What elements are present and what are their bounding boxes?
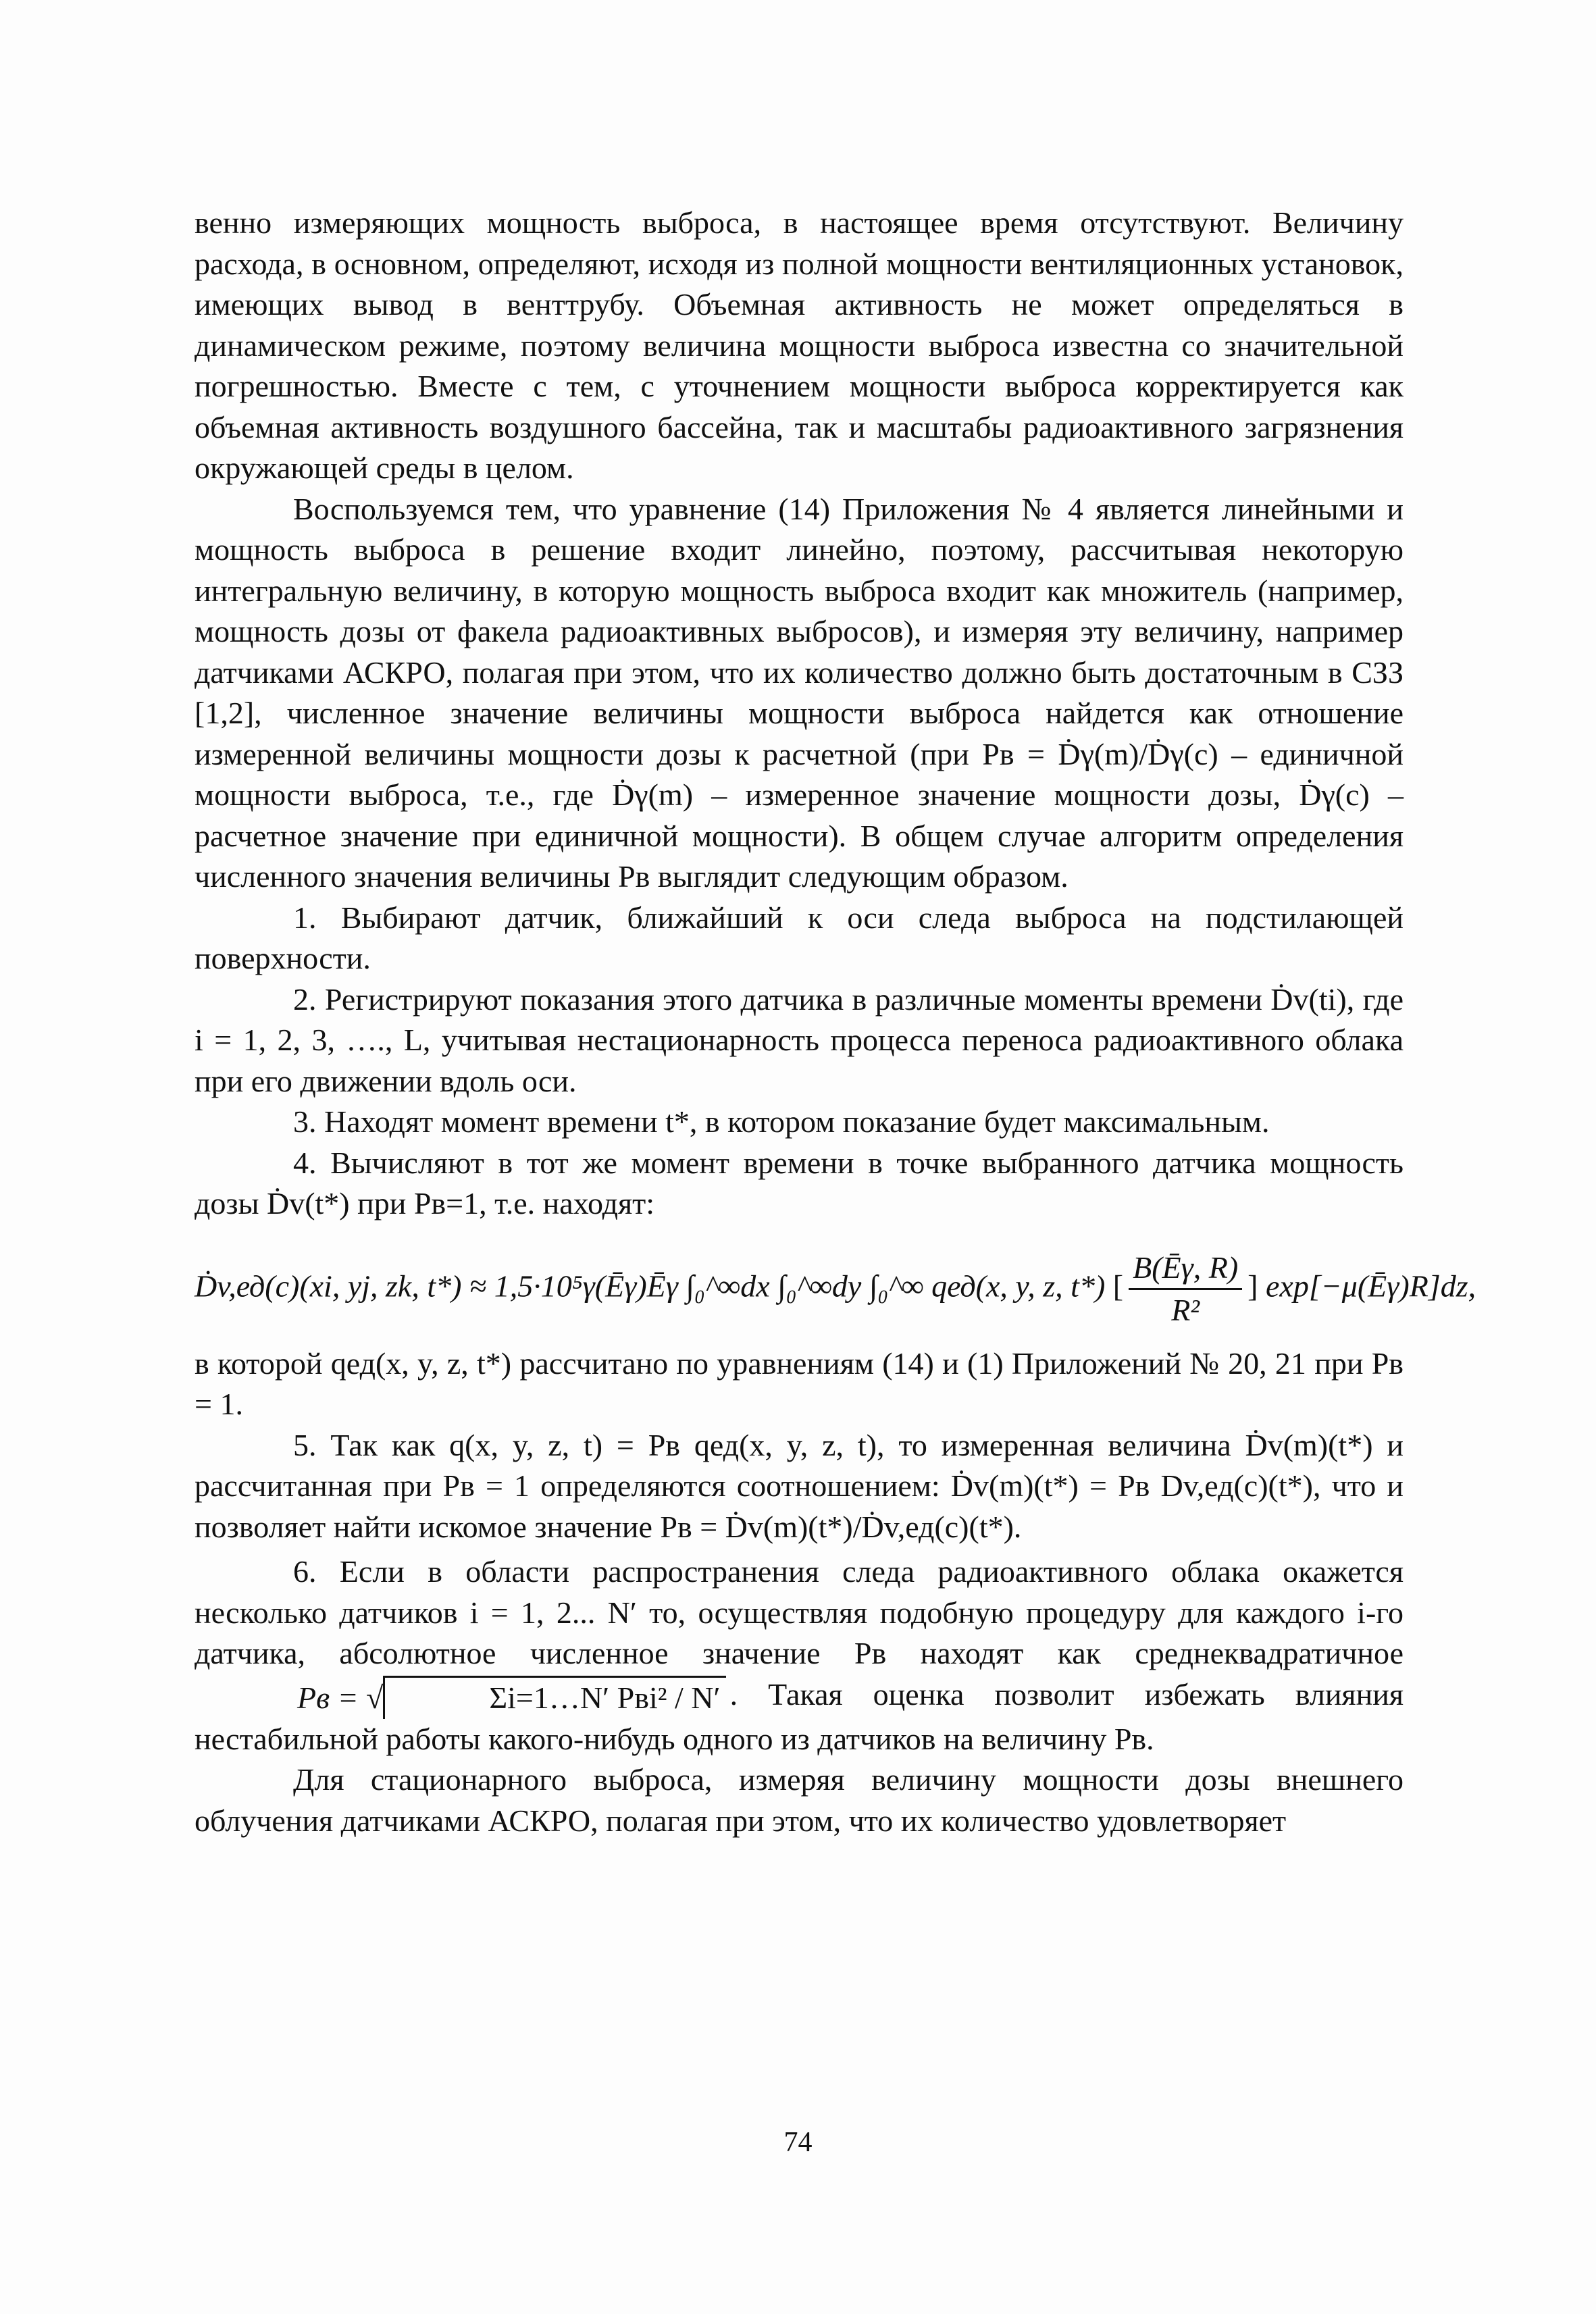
formula-lhs: Ḋv,ед(c)(xi, yj, zk, t*) ≈ 1,5·10⁵γ(Ēγ)Ēγ [195, 1268, 678, 1304]
formula-denominator: R² [1171, 1293, 1200, 1327]
list-item-5: 5. Так как q(x, y, z, t) = Pв qед(x, y, z, t), то измеренная величина Ḋv(m)(t*) и рассчитанная при Pв = 1 определяются соотношением: Ḋv(m)(t*) = Pв Dv,ед(c)(t*), что и позволяет найти искомое значение Pв = Ḋv(m)(t*)/Ḋv,ед(c)(t*). [195, 1427, 1404, 1544]
formula-explanation: в которой qед(x, y, z, t*) рассчитано по уравнениям (14) и (1) Приложений № 20, 21 при Pв = 1. [195, 1345, 1404, 1421]
list-item-6 [195, 1551, 1404, 1759]
page-number: 74 [783, 2127, 813, 2158]
list-item-4: 4. Вычисляют в тот же момент времени в точке выбранного датчика мощность дозы Ḋv(t*) при Pв=1, т.е. находят: [195, 1145, 1404, 1220]
paragraph-stationary: Для стационарного выброса, измеряя величину мощности дозы внешнего облучения датчиками АСКРО, полагая при этом, что их количество удовлетворяет [195, 1762, 1404, 1838]
paragraph-1: венно измеряющих мощность выброса, в настоящее время отсутствуют. Величину расхода, в основном, определяют, исходя из полной мощности вентиляционных установок, имеющих вывод в венттрубу. Объемная активность не может определяться в динамическом режиме, поэтому величина мощности выброса известна со значительной погрешностью. Вместе с тем, с уточнением мощности выброса корректируется как объемная активность воздушного бассейна, так и масштабы радиоактивного загрязнения окружающей среды в целом. [195, 205, 1404, 485]
rms-formula: Pв = √ Σi=1…N′ Pвi² / N′ [195, 1676, 730, 1719]
formula-numerator: B(Ēγ, R) [1129, 1248, 1242, 1291]
formula-fraction [1129, 1248, 1242, 1331]
formula-rhs: exp[−μ(Ēγ)R]dz, [1266, 1268, 1476, 1304]
list-item-2: 2. Регистрируют показания этого датчика в различные моменты времени Ḋv(ti), где i = 1, 2, 3, …., L, учитывая нестационарность процесса переноса радиоактивного облака при его движении вдоль оси. [195, 981, 1404, 1098]
rms-lhs: Pв = [297, 1680, 359, 1716]
rms-radicand: Σi=1…N′ Pвi² / N′ [383, 1676, 725, 1719]
paragraph-2: Воспользуемся тем, что уравнение (14) Приложения № 4 является линейными и мощность выброса в решение входит линейно, поэтому, рассчитывая некоторую интегральную величину, в которую мощность выброса входит как множитель (например, мощность дозы от факела радиоактивных выбросов), и измеряя эту величину, например датчиками АСКРО, полагая при этом, что их количество должно быть достаточным в СЗЗ [1,2], численное значение величины мощности выброса найдется как отношение измеренной величины мощности дозы к расчетной (при Pв = Ḋγ(m)/Ḋγ(c) – единичной мощности выброса, т.е., где Ḋγ(m) – измеренное значение мощности дозы, Ḋγ(c) – расчетное значение при единичной мощности). В общем случае алгоритм определения численного значения величины Pв выглядит следующим образом. [195, 491, 1404, 894]
dose-rate-formula: Ḋv,ед(c)(xi, yj, zk, t*) ≈ 1,5·10⁵γ(Ēγ)Ēγ ∫₀^∞dx ∫₀^∞dy ∫₀^∞ qед(x, y, z, t*) [ $\frac{B(Ē\gamma, R)}{\text{R²}}$ ] exp[−μ(Ēγ)R]dz, [195, 1248, 1404, 1331]
list-item-3: 3. Находят момент времени t*, в котором показание будет максимальным. [293, 1104, 1270, 1139]
page-body [195, 203, 1476, 1841]
list-item-6-tail: . Такая оценка позволит избежать влияния нестабильной работы какого-нибудь одного из датчиков на величину Pв. [195, 1676, 1404, 1756]
list-item-1: 1. Выбирают датчик, ближайший к оси следа выброса на подстилающей поверхности. [195, 900, 1404, 975]
formula-integrals: ∫₀^∞dx ∫₀^∞dy ∫₀^∞ qед(x, y, z, t*) [686, 1268, 1106, 1304]
list-item-6-text: 6. Если в области распространения следа радиоактивного облака окажется несколько датчиков i = 1, 2... N′ то, осуществляя подобную процедуру для каждого i-го датчика, абсолютное численное значение Pв находят как среднеквадратичное [195, 1554, 1404, 1670]
